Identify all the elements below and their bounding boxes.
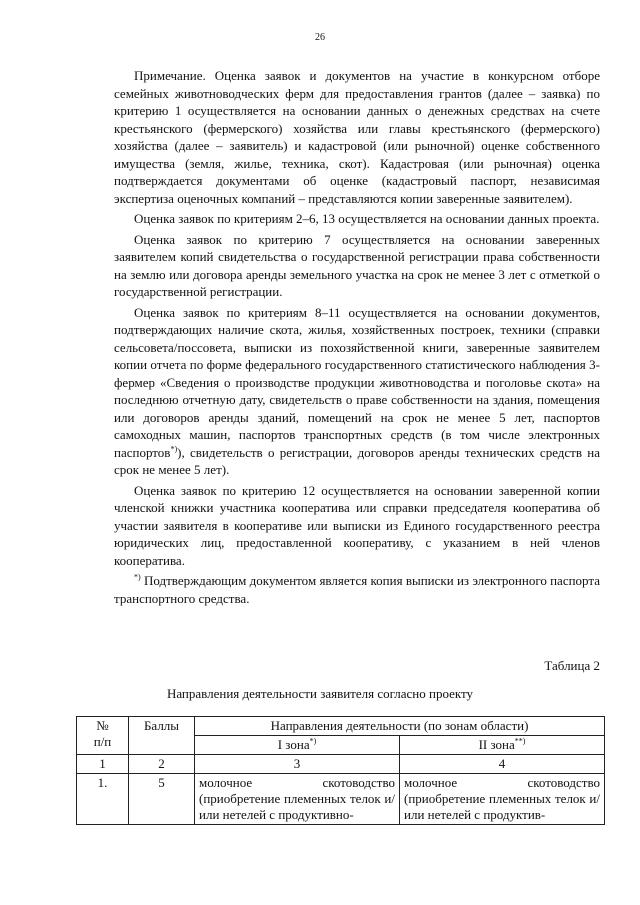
zone-2-mark: **) bbox=[514, 736, 526, 746]
paragraph-criteria-8-11 bbox=[114, 304, 600, 479]
table-title: Направления деятельности заявителя согласно проекту bbox=[166, 686, 474, 701]
paragraph-note: Примечание. Оценка заявок и документов на участие в конкурсном отборе семейных животноводческих ферм для предоставления грантов (далее – заявка) по критерию 1 осуществляется на основании данных о денежных средствах на счете крестьянского (фермерского) хозяйства или главы крестьянского (фермерского) хозяйства (далее – заявитель) и кадастровой (или рыночной) оценке собственного имущества (земля, жилье, техника, скот). Кадастровая (или рыночная) оценка подтверждается документами об оценке (кадастровый паспорт, независимая экспертиза оценочных компаний – представляются копии заверенные заявителем). bbox=[114, 68, 600, 206]
zone-1-mark: *) bbox=[309, 736, 317, 746]
header-points: Баллы bbox=[129, 717, 195, 755]
index-cell: 2 bbox=[129, 755, 195, 774]
row-zone-1: молочное скотоводство (приобретение племенных телок и/или нетелей с продуктивно- bbox=[195, 774, 400, 825]
footnote-marker: *) bbox=[134, 572, 141, 582]
header-zone-1 bbox=[195, 736, 400, 755]
footnote-text: Подтверждающим документом является копия выписки из электронного паспорта транспортного средства. bbox=[114, 573, 600, 606]
zone-1-label: I зона bbox=[277, 737, 310, 752]
page-number: 26 bbox=[315, 32, 325, 43]
index-cell: 4 bbox=[400, 755, 605, 774]
table-index-row bbox=[77, 755, 605, 774]
header-number-sign: № bbox=[96, 718, 109, 733]
index-cell: 1 bbox=[77, 755, 129, 774]
row-points: 5 bbox=[129, 774, 195, 825]
paragraph-criterion-12: Оценка заявок по критерию 12 осуществляется на основании заверенной копии членской книжки участника кооператива или справки председателя кооператива об участии заявителя в кооперативе или выписки из Единого государственного реестра юридических лиц, предоставленной кооперативу, с указанием в ней членов кооператива. bbox=[114, 482, 600, 568]
table-row bbox=[77, 774, 605, 825]
header-number bbox=[77, 717, 129, 755]
row-zone-2: молочное скотоводство (приобретение племенных телок и/или нетелей с продуктив- bbox=[400, 774, 605, 825]
header-directions: Направления деятельности (по зонам области) bbox=[195, 717, 605, 736]
directions-table bbox=[76, 716, 605, 825]
footnote bbox=[114, 572, 600, 607]
paragraph-criteria-8-11-text: Оценка заявок по критериям 8–11 осуществляется на основании документов, подтверждающих наличие скота, жилья, хозяйственных построек, техники (справки сельсовета/поссовета, выписки из похозяйственной книги, заверенные заявителем копии отчета по форме федерального государственного статистического наблюдения 3-фермер «Сведения о производстве продукции животноводства и поголовье скота» на последнюю отчетную дату, свидетельств о праве собственности на здания, помещения или договоров аренды зданий, помещений на срок не менее 5 лет, паспортов самоходных машин, паспортов транспортных средств (в том числе электронных паспортов bbox=[114, 304, 600, 460]
table-header-row bbox=[77, 717, 605, 736]
zone-2-label: II зона bbox=[478, 737, 515, 752]
paragraph-criteria-2-6: Оценка заявок по критериям 2–6, 13 осуществляется на основании данных проекта. bbox=[134, 211, 600, 226]
table-caption: Таблица 2 bbox=[544, 658, 600, 673]
row-number: 1. bbox=[77, 774, 129, 825]
paragraph-criterion-7: Оценка заявок по критерию 7 осуществляется на основании заверенных заявителем копий свидетельства о государственной регистрации права собственности на землю или договора аренды земельного участка на срок не менее 3 лет с отметкой о государственной регистрации. bbox=[114, 231, 600, 299]
paragraph-criteria-8-11-tail: ), свидетельств о регистрации, договоров аренды технических средств на срок не менее 5 лет). bbox=[114, 444, 600, 477]
document-body bbox=[114, 67, 600, 610]
header-zone-2 bbox=[400, 736, 605, 755]
index-cell: 3 bbox=[195, 755, 400, 774]
footnote-reference: *) bbox=[170, 444, 178, 454]
header-number-abbr: п/п bbox=[93, 734, 112, 749]
